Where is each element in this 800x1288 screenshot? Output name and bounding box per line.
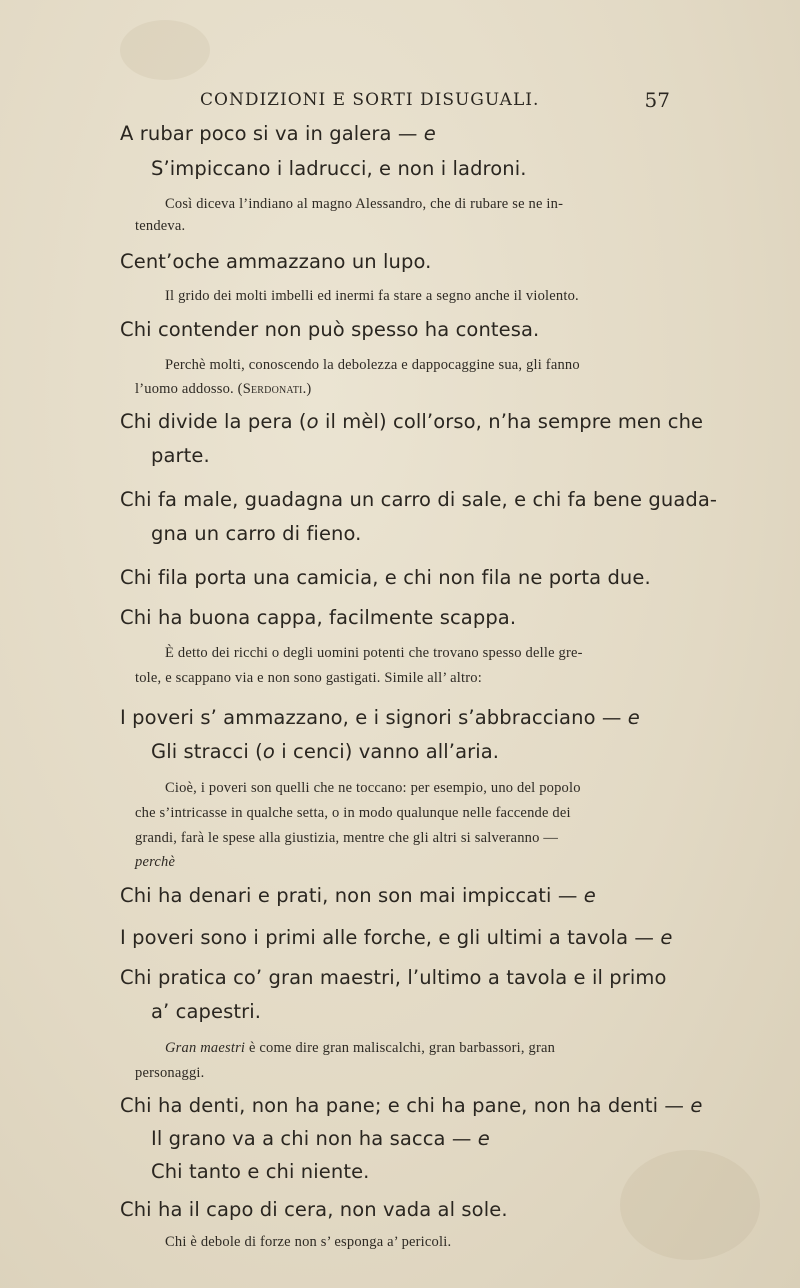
continuation-marker: e bbox=[627, 706, 640, 729]
commentary-line bbox=[135, 670, 482, 687]
proverb-line bbox=[120, 410, 703, 433]
line-text: Perchè molti, conoscendo la debolezza e dappocaggine sua, gli fanno bbox=[165, 357, 580, 373]
continuation-marker: e bbox=[690, 1094, 703, 1117]
line-text: È detto dei ricchi o degli uomini potenti che trovano spesso delle gre- bbox=[165, 645, 583, 661]
commentary-line bbox=[165, 288, 579, 305]
line-text: grandi, farà le spese alla giustizia, mentre che gli altri si salveranno — bbox=[135, 830, 559, 846]
line-text: Cioè, i poveri son quelli che ne toccano: per esempio, uno del popolo bbox=[165, 780, 581, 796]
proverb-line bbox=[151, 1160, 370, 1183]
commentary-line bbox=[165, 1234, 451, 1251]
paper-stain bbox=[120, 20, 210, 80]
proverb-line bbox=[151, 740, 499, 763]
proverb-line bbox=[120, 884, 596, 907]
proverb-line bbox=[120, 706, 640, 729]
commentary-line bbox=[165, 196, 563, 213]
proverb-line bbox=[120, 1198, 508, 1221]
line-text: Il grido dei molti imbelli ed inermi fa stare a segno anche il violento. bbox=[165, 288, 579, 304]
commentary-line bbox=[165, 780, 581, 797]
line-text: tendeva. bbox=[135, 218, 186, 234]
line-text: Chi divide la pera ( bbox=[120, 410, 307, 433]
line-text: S’impiccano i ladrucci, e non i ladroni. bbox=[151, 157, 527, 180]
proverb-line bbox=[151, 444, 210, 467]
line-text: Gli stracci ( bbox=[151, 740, 263, 763]
line-text: Chi ha il capo di cera, non vada al sole. bbox=[120, 1198, 508, 1221]
proverb-line bbox=[120, 566, 651, 589]
commentary-line bbox=[135, 218, 185, 235]
continuation-marker: e bbox=[583, 884, 596, 907]
commentary-line bbox=[135, 1065, 204, 1082]
line-text: A rubar poco si va in galera — bbox=[120, 122, 424, 145]
commentary-line bbox=[135, 854, 175, 871]
line-text: Cent’oche ammazzano un lupo. bbox=[120, 250, 432, 273]
commentary-line bbox=[135, 830, 558, 847]
line-text: Chi fila porta una camicia, e chi non fila ne porta due. bbox=[120, 566, 651, 589]
line-text: I poveri s’ ammazzano, e i signori s’abbracciano — bbox=[120, 706, 628, 729]
proverb-line bbox=[120, 966, 667, 989]
line-text: a’ capestri. bbox=[151, 1000, 262, 1023]
line-text: o bbox=[306, 410, 319, 433]
line-text: parte. bbox=[151, 444, 210, 467]
line-text: Chi ha buona cappa, facilmente scappa. bbox=[120, 606, 517, 629]
line-text: Chi è debole di forze non s’ esponga a’ pericoli. bbox=[165, 1234, 452, 1250]
proverb-line bbox=[120, 488, 717, 511]
line-text: gna un carro di fieno. bbox=[151, 522, 362, 545]
proverb-line bbox=[120, 318, 539, 341]
proverb-line bbox=[120, 606, 516, 629]
proverb-line bbox=[151, 1000, 261, 1023]
line-text: che s’intricasse in qualche setta, o in modo qualunque nelle faccende dei bbox=[135, 805, 571, 821]
line-text: Così diceva l’indiano al magno Alessandro, che di rubare se ne in- bbox=[165, 196, 564, 212]
commentary-line bbox=[165, 357, 580, 374]
line-text: Chi ha denari e prati, non son mai impiccati — bbox=[120, 884, 584, 907]
line-text: Chi pratica co’ gran maestri, l’ultimo a tavola e il primo bbox=[120, 966, 667, 989]
line-text: perchè bbox=[135, 854, 176, 870]
proverb-line bbox=[120, 1094, 702, 1117]
continuation-marker: e bbox=[423, 122, 436, 145]
continuation-marker: e bbox=[477, 1127, 490, 1150]
line-text: è come dire gran maliscalchi, gran barbassori, gran bbox=[245, 1040, 556, 1056]
line-text: Chi ha denti, non ha pane; e chi ha pane, non ha denti — bbox=[120, 1094, 691, 1117]
line-text: Gran maestri bbox=[165, 1040, 246, 1056]
commentary-line bbox=[165, 1040, 555, 1057]
line-text: .) bbox=[302, 381, 312, 397]
line-text: Il grano va a chi non ha sacca — bbox=[151, 1127, 478, 1150]
line-text: Chi contender non può spesso ha contesa. bbox=[120, 318, 540, 341]
line-text: l’uomo addosso. ( bbox=[135, 381, 243, 397]
line-text: I poveri sono i primi alle forche, e gli ultimi a tavola — bbox=[120, 926, 661, 949]
proverb-line bbox=[151, 157, 527, 180]
line-text: o bbox=[262, 740, 275, 763]
line-text: il mèl) coll’orso, n’ha sempre men che bbox=[318, 410, 704, 433]
proverb-line bbox=[120, 122, 436, 145]
line-text: tole, e scappano via e non sono gastigati. Simile all’ altro: bbox=[135, 670, 482, 686]
commentary-line bbox=[165, 645, 583, 662]
line-text: personaggi. bbox=[135, 1065, 205, 1081]
line-text: Chi fa male, guadagna un carro di sale, e chi fa bene guada- bbox=[120, 488, 718, 511]
commentary-line bbox=[135, 805, 571, 822]
author-name: Serdonati bbox=[242, 381, 303, 397]
proverb-line bbox=[151, 1127, 490, 1150]
proverb-line bbox=[151, 522, 361, 545]
proverb-line bbox=[120, 250, 431, 273]
paper-stain bbox=[620, 1150, 760, 1260]
page-number: 57 bbox=[644, 88, 670, 112]
line-text: Chi tanto e chi niente. bbox=[151, 1160, 370, 1183]
continuation-marker: e bbox=[660, 926, 673, 949]
proverb-line bbox=[120, 926, 672, 949]
commentary-line bbox=[135, 381, 311, 398]
running-title: CONDIZIONI E SORTI DISUGUALI. bbox=[200, 90, 540, 110]
line-text: i cenci) vanno all’aria. bbox=[274, 740, 500, 763]
